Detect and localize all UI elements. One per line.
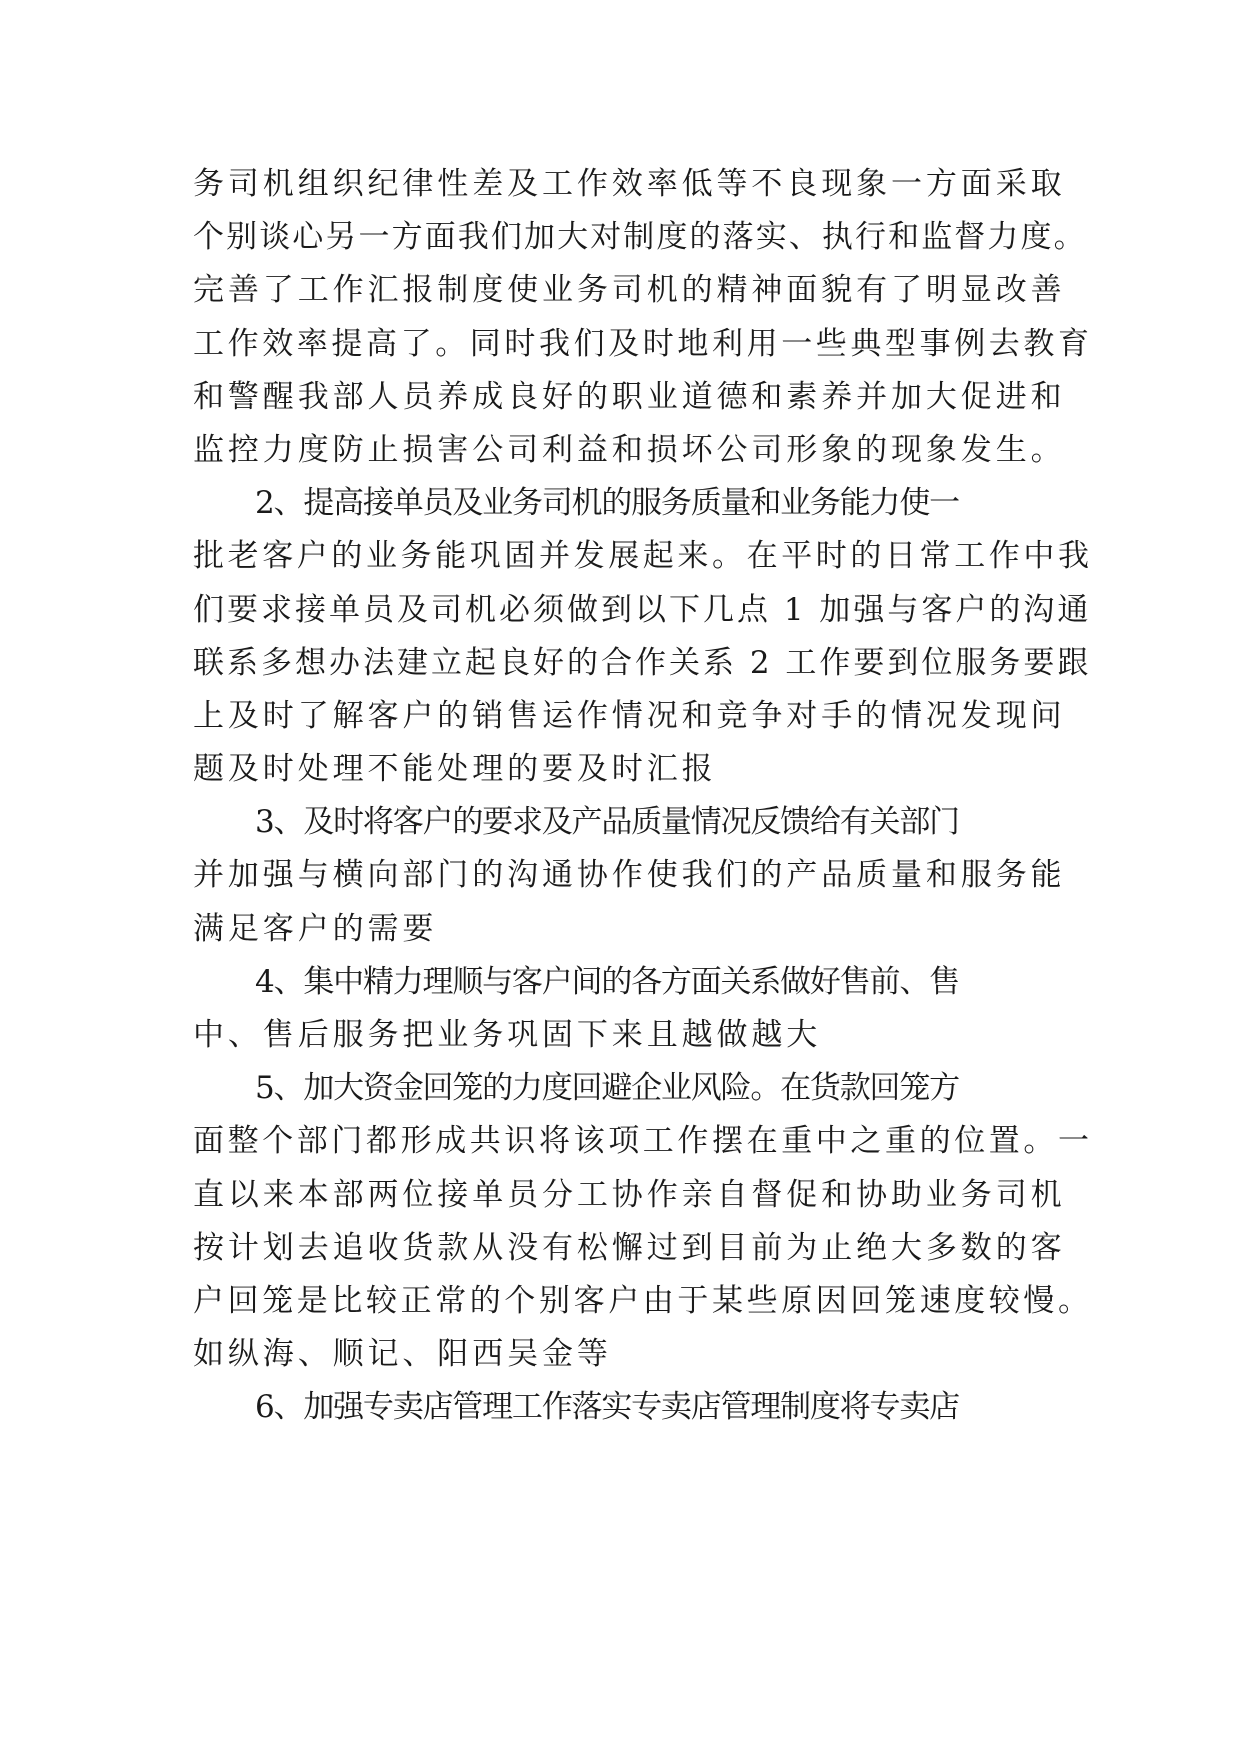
- text-line: 们要求接单员及司机必须做到以下几点 1 加强与客户的沟通: [193, 591, 1092, 628]
- text-line: 批老客户的业务能巩固并发展起来。在平时的日常工作中我: [193, 538, 1093, 575]
- text-line: 个别谈心另一方面我们加大对制度的落实、执行和监督力度。: [193, 219, 1087, 256]
- text-line: 工作效率提高了。同时我们及时地利用一些典型事例去教育: [193, 325, 1093, 362]
- text-line: 6、加强专卖店管理工作落实专卖店管理制度将专卖店: [255, 1389, 959, 1426]
- text-line: 和警醒我部人员养成良好的职业道德和素养并加大促进和: [193, 378, 1066, 415]
- text-line: 直以来本部两位接单员分工协作亲自督促和协助业务司机: [193, 1176, 1066, 1213]
- text-line: 4、集中精力理顺与客户间的各方面关系做好售前、售: [255, 963, 959, 1000]
- text-line: 3、及时将客户的要求及产品质量情况反馈给有关部门: [255, 804, 959, 841]
- text-line: 并加强与横向部门的沟通协作使我们的产品质量和服务能: [193, 857, 1066, 894]
- text-line: 题及时处理不能处理的要及时汇报: [193, 751, 717, 788]
- text-line: 如纵海、顺记、阳西吴金等: [193, 1336, 612, 1373]
- text-line: 面整个部门都形成共识将该项工作摆在重中之重的位置。一: [193, 1123, 1093, 1160]
- text-line: 满足客户的需要: [193, 910, 438, 947]
- text-line: 户回笼是比较正常的个别客户由于某些原因回笼速度较慢。: [193, 1282, 1093, 1319]
- text-line: 监控力度防止损害公司利益和损坏公司形象的现象发生。: [193, 431, 1066, 468]
- text-line: 务司机组织纪律性差及工作效率低等不良现象一方面采取: [193, 166, 1066, 202]
- text-line: 完善了工作汇报制度使业务司机的精神面貌有了明显改善: [193, 272, 1066, 309]
- text-line: 上及时了解客户的销售运作情况和竞争对手的情况发现问: [193, 697, 1066, 734]
- body-text: [193, 158, 1093, 1435]
- text-line: 5、加大资金回笼的力度回避企业风险。在货款回笼方: [255, 1070, 959, 1107]
- text-line: 中、售后服务把业务巩固下来且越做越大: [193, 1017, 822, 1053]
- text-line: 联系多想办法建立起良好的合作关系 2 工作要到位服务要跟: [193, 644, 1092, 681]
- text-line: 按计划去追收货款从没有松懈过到目前为止绝大多数的客: [193, 1229, 1066, 1266]
- text-line: 2、提高接单员及业务司机的服务质量和业务能力使一: [255, 485, 959, 522]
